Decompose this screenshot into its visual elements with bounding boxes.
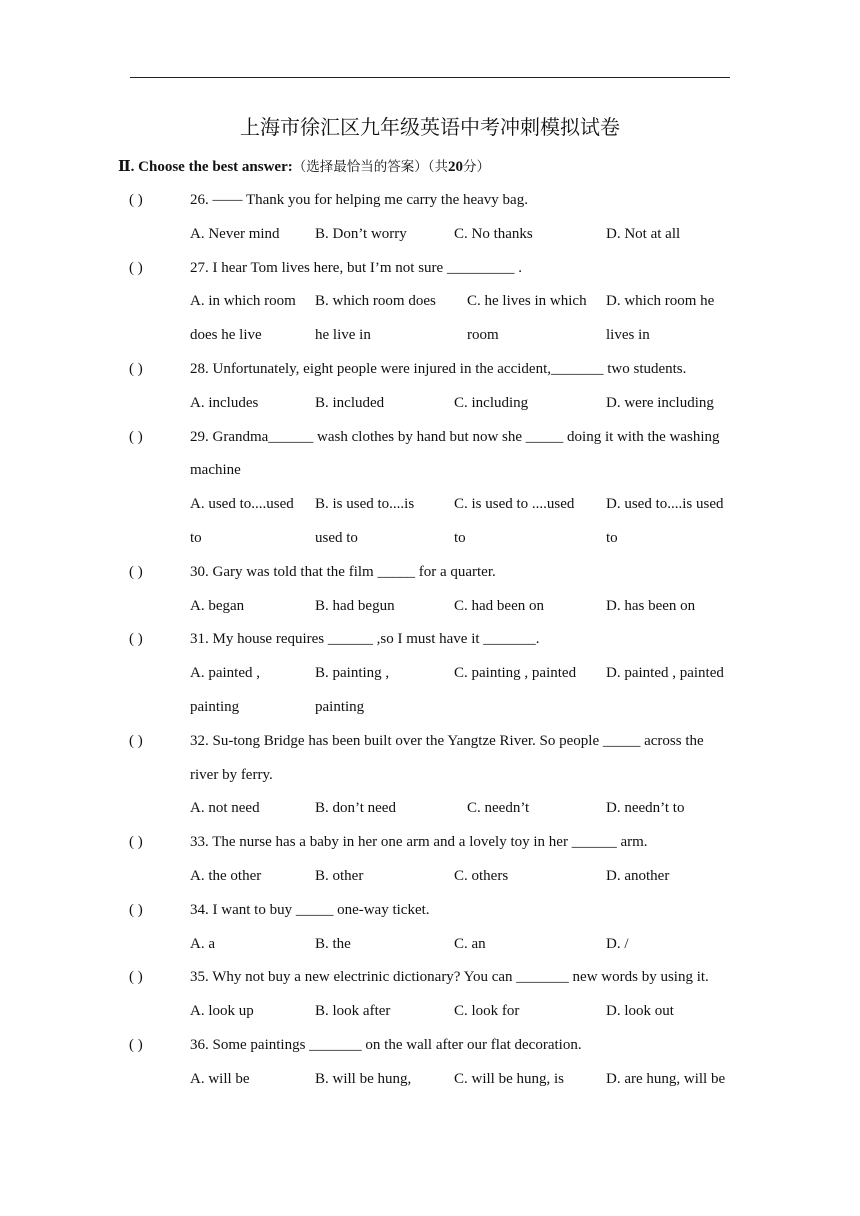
answer-option: A. began	[190, 597, 245, 614]
answer-option: A. includes	[190, 394, 259, 411]
question-stem: 28. Unfortunately, eight people were injured in the accident,_______ two students.	[190, 361, 687, 377]
answer-option: C. look for	[454, 1003, 520, 1020]
question-stem: 36. Some paintings _______ on the wall after our flat decoration.	[190, 1037, 582, 1053]
answer-option: B. Don’t worry	[315, 225, 407, 242]
page-title: 上海市徐汇区九年级英语中考冲刺模拟试卷	[240, 115, 620, 139]
answer-option: D. needn’t to	[606, 800, 685, 817]
section-note: （选择最恰当的答案）（共	[292, 159, 448, 175]
header-rule	[130, 77, 730, 78]
question-stem: 30. Gary was told that the film _____ for a quarter.	[190, 563, 496, 580]
answer-blank: ( )	[129, 1037, 143, 1053]
answer-option: painting	[190, 699, 240, 715]
answer-option: C. others	[454, 868, 509, 884]
question-stem: 31. My house requires ______ ,so I must have it _______.	[190, 631, 540, 648]
answer-option: B. painting ,	[315, 665, 390, 682]
answer-option: A. in which room	[190, 293, 296, 310]
answer-option: to	[606, 530, 618, 546]
question-stem: 32. Su-tong Bridge has been built over the Yangtze River. So people _____ across the	[190, 732, 704, 749]
answer-option: painting	[315, 699, 365, 715]
answer-option: to	[190, 530, 202, 546]
answer-option: D. painted , painted	[606, 665, 724, 682]
answer-option: A. look up	[190, 1003, 254, 1020]
answer-option: does he live	[190, 327, 262, 344]
answer-option: to	[454, 530, 466, 546]
answer-option: B. will be hung,	[315, 1070, 412, 1087]
answer-blank: ( )	[129, 631, 143, 648]
answer-option: C. painting , painted	[454, 665, 577, 682]
answer-option: A. the other	[190, 868, 262, 884]
answer-option: B. don’t need	[315, 800, 396, 817]
answer-option: B. which room does	[315, 293, 436, 310]
question-stem: river by ferry.	[190, 766, 273, 783]
section-number: Ⅱ.	[118, 159, 135, 175]
answer-option: D. look out	[606, 1003, 674, 1020]
answer-option: B. included	[315, 394, 385, 411]
answer-option: A. will be	[190, 1070, 250, 1087]
answer-option: D. another	[606, 868, 670, 884]
section-unit: 分）	[462, 159, 490, 175]
question-stem: 34. I want to buy _____ one-way ticket.	[190, 901, 430, 918]
answer-option: C. including	[454, 394, 529, 411]
answer-blank: ( )	[129, 259, 143, 276]
answer-blank: ( )	[129, 834, 143, 851]
answer-blank: ( )	[129, 361, 143, 377]
answer-option: C. had been on	[454, 597, 544, 614]
answer-blank: ( )	[129, 969, 143, 986]
answer-option: C. is used to ....used	[454, 496, 575, 513]
answer-option: A. painted ,	[190, 665, 260, 682]
answer-option: B. the	[315, 935, 351, 952]
answer-option: he live in	[315, 327, 371, 344]
answer-option: D. were including	[606, 394, 714, 411]
answer-blank: ( )	[129, 428, 143, 445]
answer-option: C. will be hung, is	[454, 1070, 565, 1087]
answer-option: A. a	[190, 935, 215, 952]
answer-option: A. used to....used	[190, 496, 294, 513]
answer-option: B. had begun	[315, 597, 395, 614]
question-stem: machine	[190, 462, 241, 479]
answer-option: A. Never mind	[190, 225, 280, 242]
answer-blank: ( )	[129, 192, 143, 208]
answer-option: D. Not at all	[606, 225, 681, 242]
answer-option: room	[467, 327, 499, 344]
answer-option: D. used to....is used	[606, 496, 724, 513]
question-stem: 26. —— Thank you for helping me carry the heavy bag.	[190, 192, 528, 208]
answer-option: C. an	[454, 935, 486, 952]
answer-option: C. needn’t	[467, 800, 530, 817]
answer-option: B. other	[315, 868, 364, 884]
answer-option: A. not need	[190, 800, 260, 817]
answer-blank: ( )	[129, 563, 143, 580]
answer-option: lives in	[606, 327, 650, 344]
answer-option: D. are hung, will be	[606, 1070, 726, 1087]
section-points: 20	[447, 159, 463, 175]
question-stem: 33. The nurse has a baby in her one arm and a lovely toy in her ______ arm.	[190, 834, 648, 851]
answer-blank: ( )	[129, 901, 143, 918]
answer-option: C. he lives in which	[467, 293, 587, 310]
answer-option: used to	[315, 530, 358, 546]
answer-option: C. No thanks	[454, 225, 533, 242]
answer-option: D. which room he	[606, 293, 715, 310]
answer-option: B. is used to....is	[315, 496, 415, 513]
question-stem: 35. Why not buy a new electrinic dictionary? You can _______ new words by using it.	[190, 969, 709, 986]
question-stem: 27. I hear Tom lives here, but I’m not sure _________ .	[190, 259, 522, 276]
section-title: Choose the best answer:	[138, 159, 293, 175]
answer-option: D. has been on	[606, 597, 696, 614]
answer-blank: ( )	[129, 732, 143, 749]
answer-option: B. look after	[315, 1003, 391, 1020]
section-heading	[118, 156, 490, 178]
question-stem: 29. Grandma______ wash clothes by hand but now she _____ doing it with the washing	[190, 428, 720, 445]
answer-option: D. /	[606, 935, 629, 952]
